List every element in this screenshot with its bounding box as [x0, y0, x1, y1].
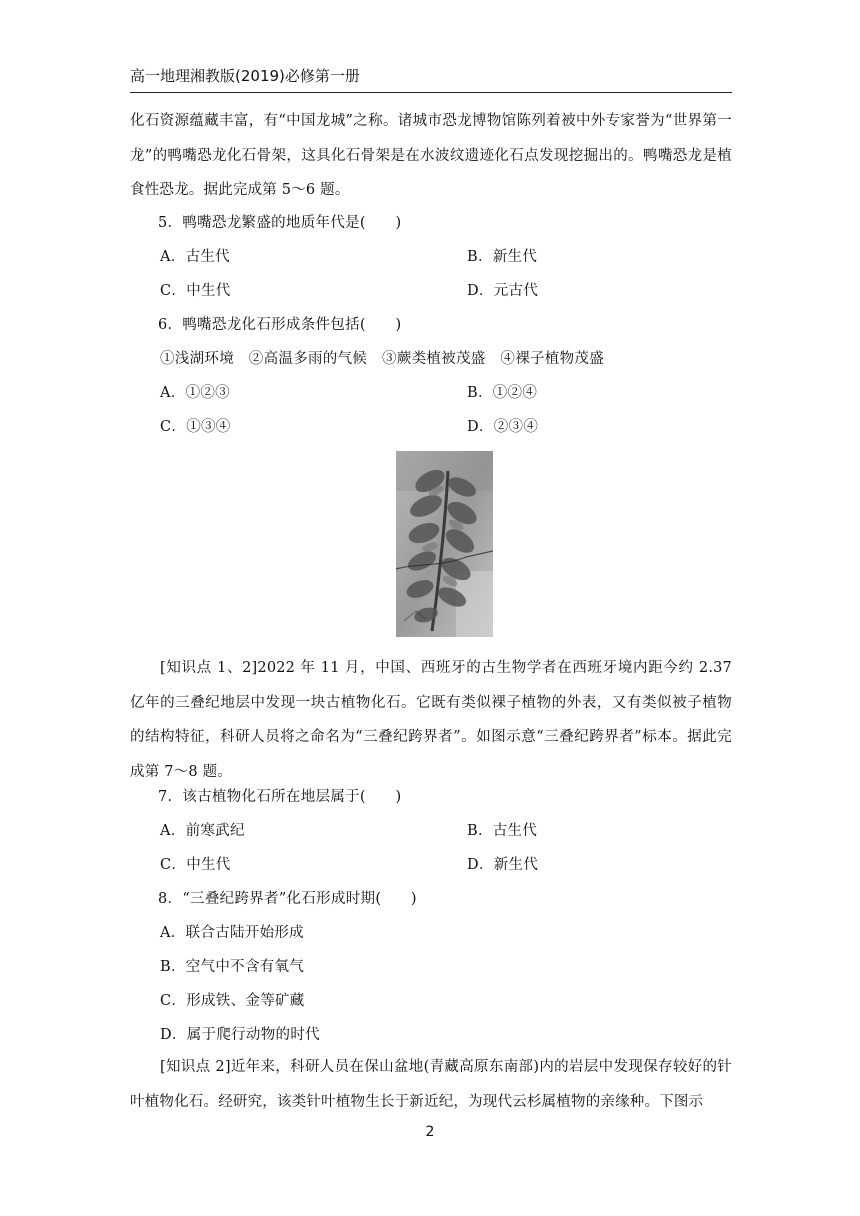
question-7-option-c[interactable]: C．中生代 — [160, 857, 231, 873]
question-7-option-b[interactable]: B．古生代 — [467, 823, 538, 839]
page-number: 2 — [425, 1124, 435, 1140]
question-6-option-d[interactable]: D．②③④ — [467, 419, 539, 435]
question-5-option-b[interactable]: B．新生代 — [467, 249, 538, 265]
question-8-option-a[interactable]: A．联合古陆开始形成 — [160, 925, 304, 941]
question-6-option-a[interactable]: A．①②③ — [160, 385, 230, 401]
question-6-stem: 6．鸭嘴恐龙化石形成条件包括( ) — [158, 317, 402, 333]
question-5-stem: 5．鸭嘴恐龙繁盛的地质年代是( ) — [158, 215, 402, 231]
intro-paragraph-3: [知识点 2]近年来，科研人员在保山盆地(青藏高原东南部)内的岩层中发现保存较好的针叶植物化石。经研究，该类针叶植物生长于新近纪，为现代云杉属植物的亲缘种。下图示 — [130, 1059, 732, 1110]
header-title: 高一地理湘教版(2019)必修第一册 — [130, 67, 360, 85]
question-5-option-d[interactable]: D．元古代 — [467, 283, 539, 299]
question-5-option-a[interactable]: A．古生代 — [160, 249, 230, 265]
question-8-stem: 8．“三叠纪跨界者”化石形成时期( ) — [158, 891, 417, 907]
fossil-specimen-image — [396, 451, 493, 637]
question-8-option-d[interactable]: D．属于爬行动物的时代 — [160, 1027, 320, 1043]
question-8-option-c[interactable]: C．形成铁、金等矿藏 — [160, 993, 305, 1009]
question-6-conditions: ①浅湖环境 ②高温多雨的气候 ③蕨类植被茂盛 ④裸子植物茂盛 — [160, 351, 604, 367]
question-8-option-b[interactable]: B．空气中不含有氧气 — [160, 959, 305, 975]
question-7-stem: 7．该古植物化石所在地层属于( ) — [158, 789, 402, 805]
question-7-option-d[interactable]: D．新生代 — [467, 857, 539, 873]
intro-paragraph-1: 化石资源蕴藏丰富，有“中国龙城”之称。诸城市恐龙博物馆陈列着被中外专家誉为“世界第一龙”的鸭嘴恐龙化石骨架，这具化石骨架是在水波纹遗迹化石点发现挖掘出的。鸭嘴恐龙是植食性恐龙。据此完成第 5～6 题。 — [130, 113, 732, 198]
question-5-option-c[interactable]: C．中生代 — [160, 283, 231, 299]
intro-paragraph-2: [知识点 1、2]2022 年 11 月，中国、西班牙的古生物学者在西班牙境内距今约 2.37 亿年的三叠纪地层中发现一块古植物化石。它既有类似裸子植物的外表，又有类似被子植物的结构特征，科研人员将之命名为“三叠纪跨界者”。如图示意“三叠纪跨界者”标本。据此完成第 7～8 题。 — [130, 660, 732, 780]
page-header — [130, 62, 732, 93]
question-6-option-c[interactable]: C．①③④ — [160, 419, 231, 435]
question-7-option-a[interactable]: A．前寒武纪 — [160, 823, 245, 839]
question-6-option-b[interactable]: B．①②④ — [467, 385, 538, 401]
